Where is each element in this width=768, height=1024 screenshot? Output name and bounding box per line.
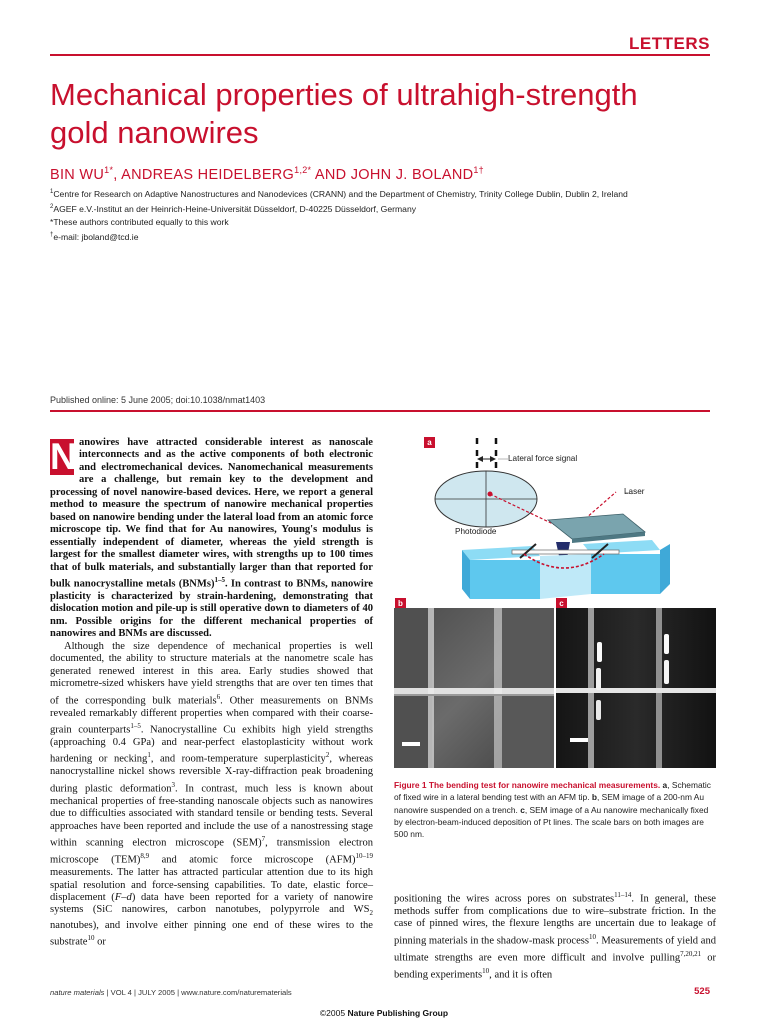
substrate-left-front bbox=[470, 560, 540, 599]
body-paragraph-2 bbox=[394, 889, 716, 982]
sem-image-c bbox=[556, 608, 716, 768]
body-text: and atomic force microscope (AFM) bbox=[149, 854, 356, 866]
ref: 1–5 bbox=[130, 722, 141, 730]
body-text: positioning the wires across pores on substrates bbox=[394, 893, 615, 905]
title-line-2: gold nanowires bbox=[50, 115, 259, 150]
ref: 10 bbox=[589, 932, 597, 941]
section-label: LETTERS bbox=[629, 34, 710, 53]
title-line-1: Mechanical properties of ultrahigh-strength bbox=[50, 77, 638, 112]
sem-c-nanowire bbox=[556, 688, 716, 693]
author-2-sup: 1,2* bbox=[294, 165, 312, 175]
sem-c-pt-deposit-2 bbox=[596, 668, 601, 690]
ref: 10 bbox=[87, 934, 95, 943]
author-1-sup: 1* bbox=[104, 165, 114, 175]
copyright bbox=[0, 1008, 768, 1018]
body-italic: F–d bbox=[114, 892, 132, 904]
sem-c-scale-bar bbox=[570, 738, 588, 742]
label-photodiode: Photodiode bbox=[455, 527, 497, 536]
ref: 6 bbox=[216, 692, 221, 701]
body-paragraph-1 bbox=[50, 641, 373, 950]
author-2: , ANDREAS HEIDELBERG bbox=[113, 166, 295, 183]
affiliation-2-text: AGEF e.V.-Institut an der Heinrich-Heine-Universität Düsseldorf, D-40225 Düsseldorf, Germany bbox=[53, 203, 417, 214]
journal-name: nature materials bbox=[50, 988, 105, 997]
body-text: , transmission electron microscope (TEM) bbox=[50, 837, 373, 866]
contact-email-text[interactable]: e-mail: jboland@tcd.ie bbox=[53, 231, 139, 242]
page-number: 525 bbox=[694, 986, 710, 997]
footer-journal bbox=[50, 988, 292, 997]
caption-b-text: , SEM image of a 200-nm Au nanowire suspended on a trench. bbox=[394, 792, 705, 815]
top-rule bbox=[50, 54, 710, 56]
author-3: AND JOHN J. BOLAND bbox=[311, 166, 474, 183]
sem-c-pt-deposit-5 bbox=[596, 700, 601, 720]
abstract-ref: 1–5 bbox=[214, 575, 225, 584]
figure-caption bbox=[394, 779, 716, 840]
equal-contribution-note: *These authors contributed equally to this work bbox=[50, 216, 229, 227]
ref: 3 bbox=[171, 780, 176, 789]
substrate-right-front bbox=[591, 554, 660, 594]
author-1: BIN WU bbox=[50, 166, 105, 183]
caption-c-label: c bbox=[520, 804, 525, 815]
body-text: or bbox=[94, 937, 106, 948]
trench bbox=[540, 554, 591, 599]
label-laser: Laser bbox=[624, 487, 645, 496]
affiliations bbox=[50, 186, 730, 244]
copyright-year: ©2005 bbox=[319, 1008, 348, 1018]
right-column bbox=[394, 889, 716, 982]
sem-b-nanowire bbox=[394, 688, 554, 694]
ref: 10–19 bbox=[355, 852, 373, 861]
ref: 2 bbox=[325, 751, 330, 760]
laser-spot bbox=[488, 492, 493, 497]
ref: 8,9 bbox=[140, 852, 150, 861]
contact-email bbox=[50, 229, 730, 244]
left-column bbox=[50, 437, 373, 949]
body-text: . In contrast, much less is known about mechanical properties of free-standing nanoscale objects such as nanowires due to difficulties associated with standard tensile or bending tests. Several approaches have been reported and include the use of a nanostressing stage within scanning electron microscope (SEM) bbox=[50, 783, 373, 849]
ref: 11–14 bbox=[614, 891, 632, 899]
journal-details[interactable]: | VOL 4 | JULY 2005 | www.nature.com/naturematerials bbox=[104, 988, 292, 997]
body-text: nanotubes), and involve either pinning one end of these wires to the substrate bbox=[50, 920, 373, 948]
figure-label-b: b bbox=[395, 598, 406, 609]
body-text: . Other measurements on BNMs revealed remarkably different properties when compared with their coarse-grain counterparts bbox=[50, 695, 373, 736]
affiliation-2-sup: 2 bbox=[50, 203, 54, 210]
affiliation-1-sup: 1 bbox=[50, 189, 54, 195]
ref: 1 bbox=[147, 751, 151, 760]
abstract bbox=[50, 437, 373, 641]
sem-c-pt-deposit-4 bbox=[664, 660, 669, 684]
body-text: Although the size dependence of mechanical properties is well documented, the ability to structure materials at the nanometre scale has generated renewed interest in this area. Early studies showed that micrometre-sized whiskers have yield strengths that are over ten times that of the corresponding bulk materials bbox=[50, 640, 373, 707]
abstract-text-2: . In contrast to BNMs, nanowire plasticity is characterized by strain-hardening, demonstrating that dislocation motion and pile-up is still operative down to diameters of 40 nm. Possible origins for the different mechanical properties of nanowires and BNMs are discussed. bbox=[50, 578, 373, 640]
affiliation-1 bbox=[50, 186, 730, 201]
substrate-right-side bbox=[660, 544, 670, 594]
sem-c-pt-deposit-1 bbox=[597, 642, 602, 662]
body-text: . Measurements of yield and ultimate strengths are even more difficult and involve pulling bbox=[394, 935, 716, 964]
sem-b-nanowire-shadow bbox=[394, 694, 554, 696]
ref: 7 bbox=[261, 835, 266, 844]
caption-a-text: , Schematic of fixed wire in a lateral bending test with an AFM tip. bbox=[394, 780, 711, 803]
body-text: , and room-temperature superplasticity bbox=[150, 753, 326, 765]
body-text: . In general, these methods suffer from complications due to wire–substrate friction. In the case of pinned wires, the flexure lengths are uncertain due to leakage of pinning materials in the shadow-mask process bbox=[394, 893, 716, 947]
ref: 10 bbox=[482, 966, 490, 975]
ref: 7,20,21 bbox=[680, 949, 702, 958]
publisher-name: Nature Publishing Group bbox=[347, 1008, 449, 1018]
sem-b-scale-bar bbox=[402, 742, 420, 746]
abstract-text-1: anowires have attracted considerable interest as nanoscale interconnects and as the active components of both electronic and electromechanical devices. Nanomechanical measurements are a challenge, but remain key to the development and processing of novel nanowire-based devices. Here, we report a general method to measure the spectrum of nanowire mechanical properties based on nanowire bending under the lateral load from an atomic force microscope tip. We find that for Au nanowires, Young's modulus is essentially independent of diameter, whereas the yield strength is largest for the smallest diameter wires, with strengths up to 100 times that of bulk materials, and substantially larger than that reported for bulk nanocrystalline metals (BNMs) bbox=[50, 437, 373, 590]
body-text: ) data have been reported for a variety of nanowire systems (SiC nanowires, carbon nanotubes, polypyrrole and WS bbox=[50, 892, 373, 916]
author-3-sup: 1† bbox=[473, 165, 484, 175]
body-text: measurements. The latter has attracted particular attention due to its high spatial resolution and force-sensing capabilities. To date, elastic force–displacement ( bbox=[50, 867, 373, 904]
affiliation-2 bbox=[50, 201, 730, 216]
body-text: . Nanocrystalline Cu exhibits high yield strengths (approaching 0.4 GPa) and near-perfect elastoplasticity without work hardening or necking bbox=[50, 724, 374, 765]
sem-image-b bbox=[394, 608, 554, 768]
contact-sup: † bbox=[50, 231, 54, 238]
publication-info: Published online: 5 June 2005; doi:10.1038/nmat1403 bbox=[50, 395, 266, 405]
figure-label-a: a bbox=[424, 437, 435, 448]
article-title bbox=[50, 76, 730, 152]
subscript: 2 bbox=[369, 909, 373, 918]
author-list bbox=[50, 165, 484, 183]
caption-title: Figure 1 The bending test for nanowire mechanical measurements. bbox=[394, 780, 661, 790]
caption-c-text: , SEM image of a Au nanowire mechanically fixed by electron-beam-induced deposition of Pt lines. The scale bars on both images are 500 nm. bbox=[394, 804, 709, 840]
body-text: , and it is often bbox=[489, 969, 553, 981]
label-lateral-force: Lateral force signal bbox=[508, 454, 578, 463]
caption-b-label: b bbox=[591, 792, 597, 803]
figure-label-c: c bbox=[556, 598, 567, 609]
affiliation-1-text: Centre for Research on Adaptive Nanostructures and Nanodevices (CRANN) and the Department of Chemistry, Trinity College Dublin, Dublin 2, Ireland bbox=[53, 188, 628, 199]
body-text: or bending experiments bbox=[394, 952, 716, 981]
sem-c-pt-deposit-3 bbox=[664, 634, 669, 654]
body-text: , whereas nanocrystalline nickel shows reversible X-ray-diffraction peak broadening during plastic deformation bbox=[50, 753, 373, 795]
drop-cap: N bbox=[50, 436, 77, 477]
caption-a-label: a bbox=[662, 780, 668, 790]
mid-rule bbox=[50, 410, 710, 412]
